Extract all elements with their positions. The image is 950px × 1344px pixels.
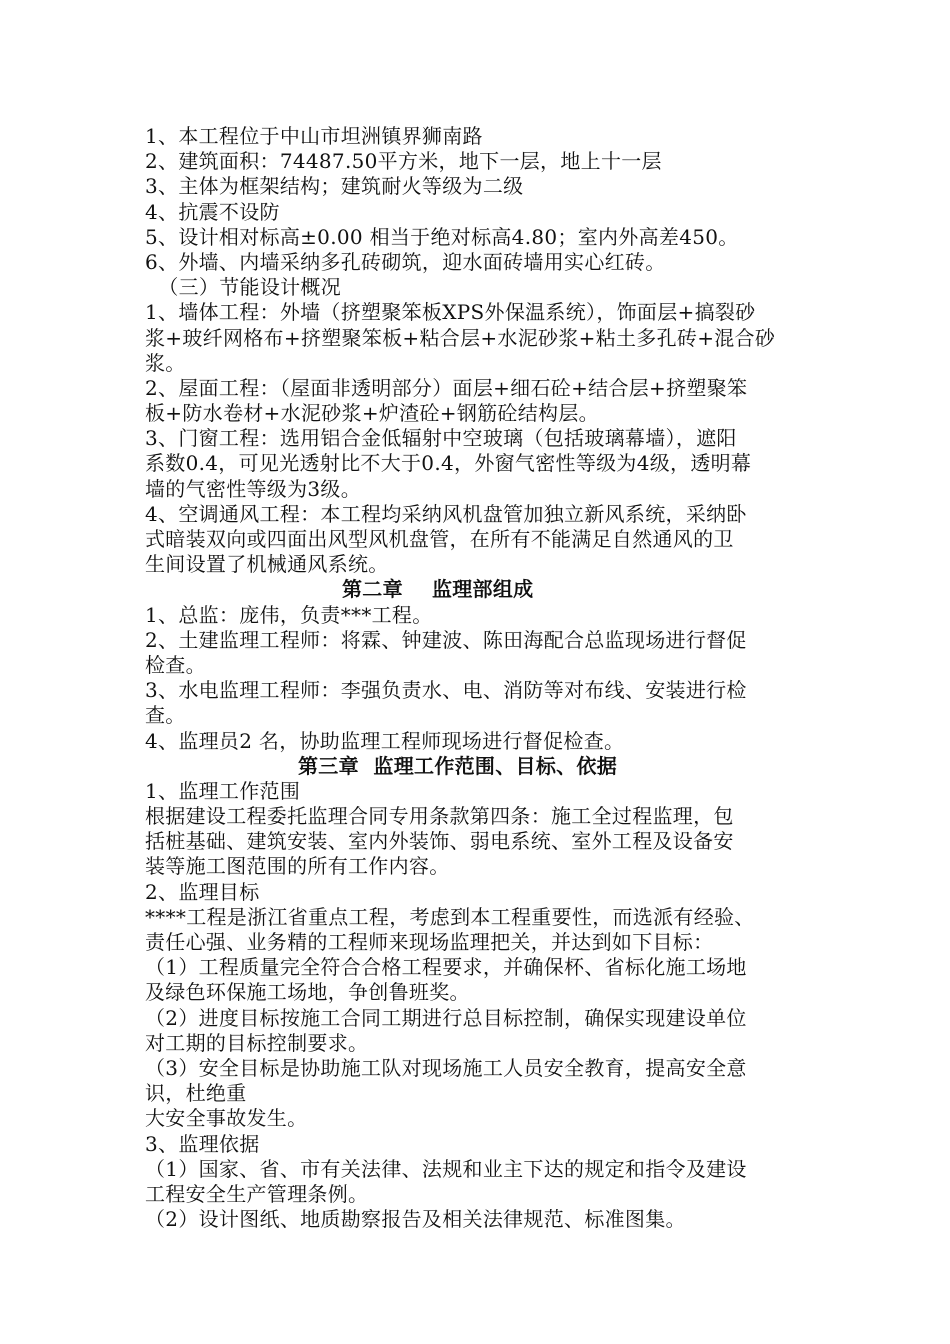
- text-line: 2、屋面工程：（屋面非透明部分）面层+细石砼+结合层+挤塑聚笨: [145, 375, 748, 400]
- text-line: 6、外墙、内墙采纳多孔砖砌筑，迎水面砖墙用实心红砖。: [145, 249, 666, 274]
- text-line: 对工期的目标控制要求。: [145, 1030, 369, 1055]
- text-line: 式暗装双向或四面出风型风机盘管，在所有不能满足自然通风的卫: [145, 527, 734, 551]
- text-line: （三）节能设计概况: [145, 275, 342, 300]
- text-line: 2、土建监理工程师：将霖、钟建波、陈田海配合总监现场进行督促: [145, 627, 747, 652]
- text-line: ****工程是浙江省重点工程，考虑到本工程重要性，而选派有经验、: [145, 904, 755, 929]
- text-line: 3、监理依据: [145, 1131, 260, 1156]
- text-line: 2、建筑面积：74487.50平方米，地下一层，地上十一层: [145, 149, 662, 174]
- text-line: 2、监理目标: [145, 879, 260, 904]
- text-line: 检查。: [145, 652, 206, 677]
- text-line: 4、空调通风工程：本工程均采纳风机盘管加独立新风系统，采纳卧: [145, 501, 747, 526]
- text-line: （1）国家、省、市有关法律、法规和业主下达的规定和指令及建设: [145, 1156, 747, 1181]
- text-line: 查。: [145, 703, 186, 728]
- text-line: 1、墙体工程：外墙（挤塑聚笨板XPS外保温系统），饰面层+搞裂砂: [145, 300, 756, 325]
- text-line: 3、主体为框架结构；建筑耐火等级为二级: [145, 174, 524, 199]
- text-line: 1、总监：庞伟，负责***工程。: [145, 602, 433, 627]
- text-line: 工程安全生产管理条例。: [145, 1181, 369, 1206]
- text-line: 大安全事故发生。: [145, 1106, 308, 1131]
- document-body: [145, 124, 810, 1232]
- text-line: 浆+玻纤网格布+挤塑聚笨板+粘合层+水泥砂浆+粘土多孔砖+混合砂: [145, 325, 776, 350]
- text-line: 识，杜绝重: [145, 1081, 247, 1106]
- text-line: 1、本工程位于中山市坦洲镇界狮南路: [145, 124, 483, 148]
- text-line: 生间设置了机械通风系统。: [145, 552, 389, 577]
- chapter-heading: 第二章 监理部组成: [342, 577, 534, 602]
- text-line: 根据建设工程委托监理合同专用条款第四条：施工全过程监理，包: [145, 804, 734, 829]
- text-line: 4、监理员2 名，协助监理工程师现场进行督促检查。: [145, 728, 625, 753]
- chapter-heading: 第三章 监理工作范围、目标、依据: [298, 753, 618, 778]
- text-line: 板+防水卷材+水泥砂浆+炉渣砼+钢筋砼结构层。: [145, 401, 599, 426]
- text-line: （1）工程质量完全符合合格工程要求，并确保杯、省标化施工场地: [145, 955, 747, 980]
- text-line: 3、水电监理工程师：李强负责水、电、消防等对布线、安装进行检: [145, 678, 747, 703]
- text-line: 4、抗震不设防: [145, 199, 280, 224]
- text-line: （2）设计图纸、地质勘察报告及相关法律规范、标准图集。: [145, 1207, 686, 1232]
- text-line: 浆。: [145, 350, 186, 375]
- text-line: 1、监理工作范围: [145, 778, 301, 803]
- text-line: 墙的气密性等级为3级。: [145, 476, 362, 501]
- text-line: 5、设计相对标高±0.00 相当于绝对标高4.80；室内外高差450。: [145, 224, 739, 249]
- text-line: （2）进度目标按施工合同工期进行总目标控制，确保实现建设单位: [145, 1005, 747, 1030]
- text-line: 3、门窗工程：选用铝合金低辐射中空玻璃（包括玻璃幕墙），遮阳: [145, 426, 737, 451]
- text-line: 及绿色环保施工场地，争创鲁班奖。: [145, 980, 470, 1005]
- text-line: 括桩基础、建筑安装、室内外装饰、弱电系统、室外工程及设备安: [145, 829, 734, 854]
- text-line: 责任心强、业务精的工程师来现场监理把关，并达到如下目标：: [145, 930, 714, 954]
- text-line: 装等施工图范围的所有工作内容。: [145, 854, 450, 879]
- text-line: 系数0.4，可见光透射比不大于0.4，外窗气密性等级为4级，透明幕: [145, 451, 752, 476]
- text-line: （3）安全目标是协助施工队对现场施工人员安全教育，提高安全意: [145, 1055, 747, 1080]
